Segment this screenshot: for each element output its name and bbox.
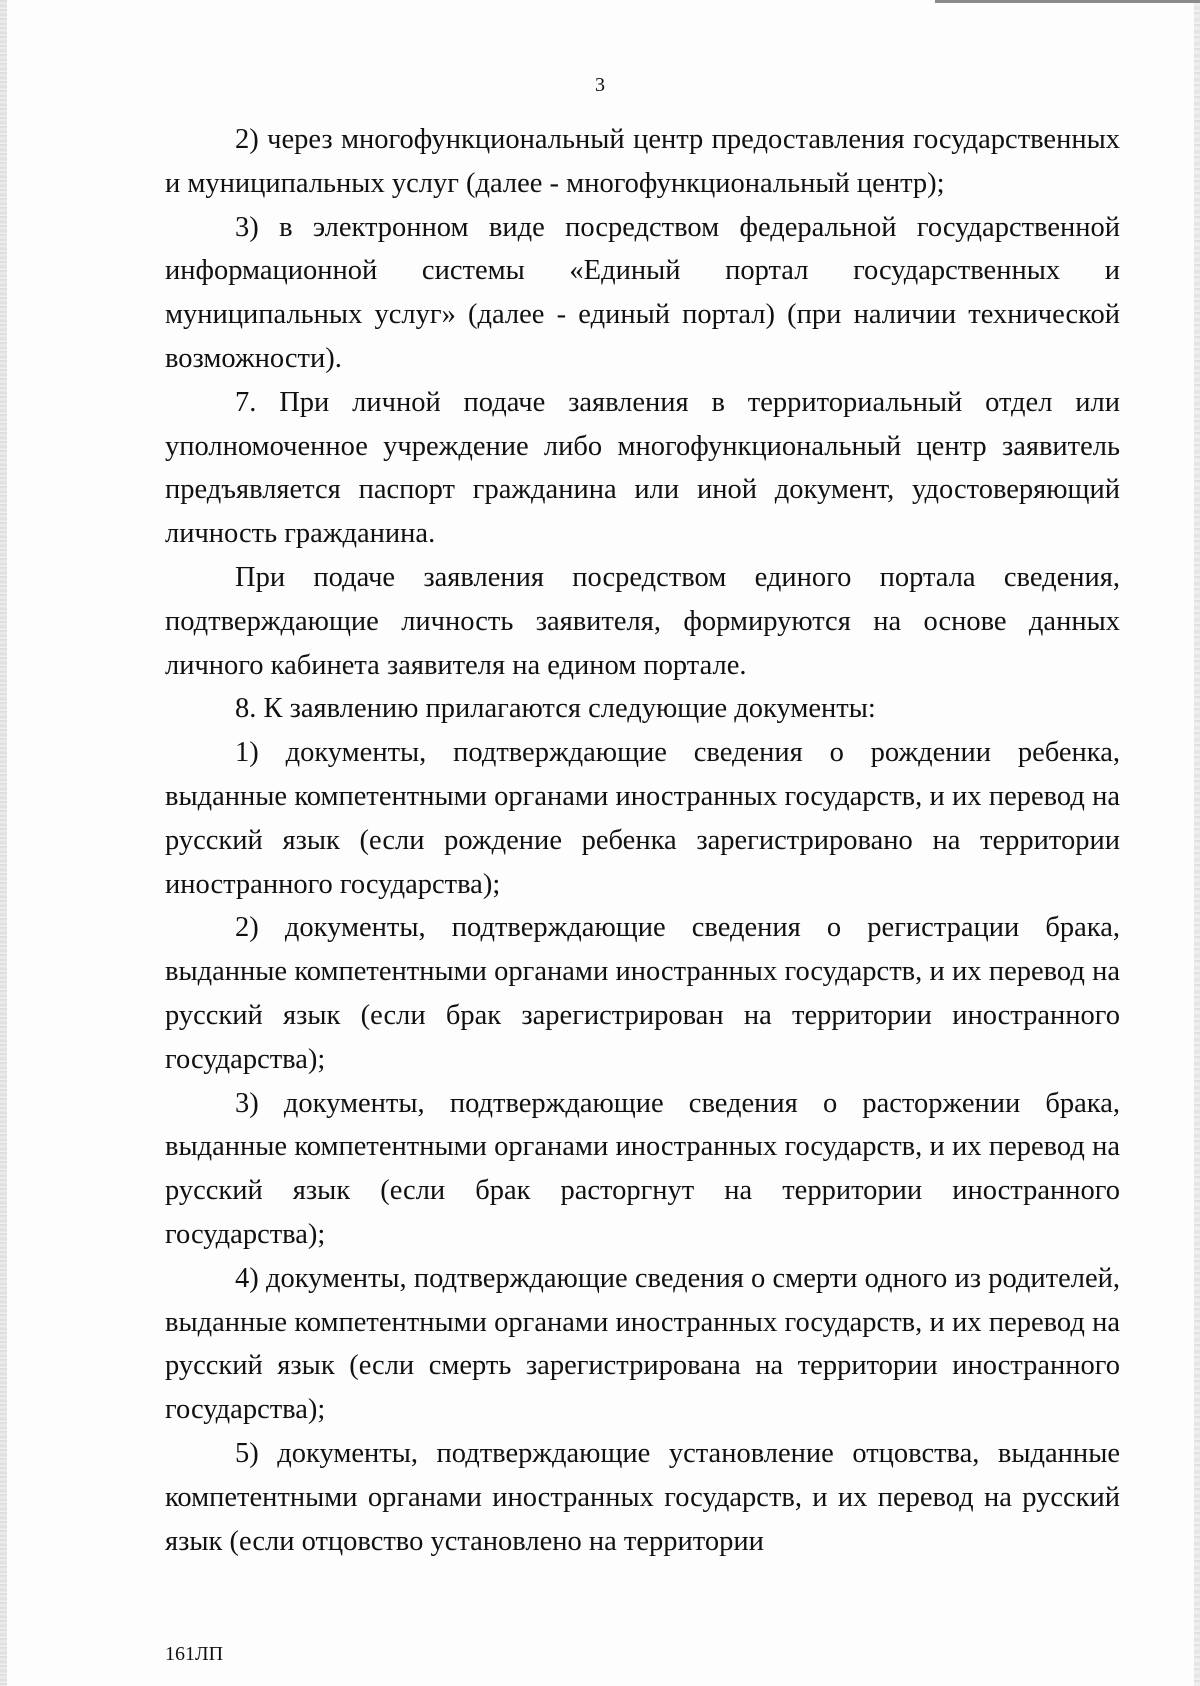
scan-top-line: [935, 0, 1200, 3]
paragraph-doc-1-birth: 1) документы, подтверждающие сведения о рождении ребенка, выданные компетентными органами иностранных государств, и их перевод на русский язык (если рождение ребенка зарегистрировано на территории иностранного государства);: [165, 737, 1120, 900]
paragraph-doc-2-marriage: 2) документы, подтверждающие сведения о регистрации брака, выданные компетентными органами иностранных государств, и их перевод на русский язык (если брак зарегистрирован на территории иностранного государства);: [165, 912, 1120, 1075]
paragraph-item-2-mfc: 2) через многофункциональный центр предоставления государственных и муниципальных услуг (далее - многофункциональный центр);: [165, 124, 1120, 199]
scan-edge-right: [1194, 0, 1200, 1686]
paragraph-8-documents-heading: 8. К заявлению прилагаются следующие документы:: [235, 693, 876, 725]
paragraph-item-3-electronic: 3) в электронном виде посредством федеральной государственной информационной системы «Единый портал государственных и муниципальных услуг» (далее - единый портал) (при наличии технической возможности).: [165, 211, 1120, 374]
paragraph-doc-3-divorce: 3) документы, подтверждающие сведения о расторжении брака, выданные компетентными органами иностранных государств, и их перевод на русский язык (если брак расторгнут на территории иностранного государства);: [165, 1087, 1120, 1250]
document-body: [165, 118, 1120, 1563]
scan-edge-left: [0, 0, 7, 1686]
paragraph-doc-5-paternity: 5) документы, подтверждающие установление отцовства, выданные компетентными органами иностранных государств, и их перевод на русский язык (если отцовство установлено на территории: [165, 1437, 1120, 1557]
footer-document-code: 161ЛП: [165, 1643, 224, 1665]
paragraph-doc-4-death: 4) документы, подтверждающие сведения о смерти одного из родителей, выданные компетентными органами иностранных государств, и их перевод на русский язык (если смерть зарегистрирована на территории иностранного государства);: [165, 1262, 1120, 1426]
paragraph-7-personal-submission: 7. При личной подаче заявления в территориальный отдел или уполномоченное учреждение либо многофункциональный центр заявитель предъявляется паспорт гражданина или иной документ, удостоверяющий личность гражданина.: [165, 386, 1120, 550]
page-number: 3: [595, 74, 605, 96]
paragraph-portal-identity: При подаче заявления посредством единого портала сведения, подтверждающие личность заявителя, формируются на основе данных личного кабинета заявителя на едином портале.: [165, 561, 1120, 681]
